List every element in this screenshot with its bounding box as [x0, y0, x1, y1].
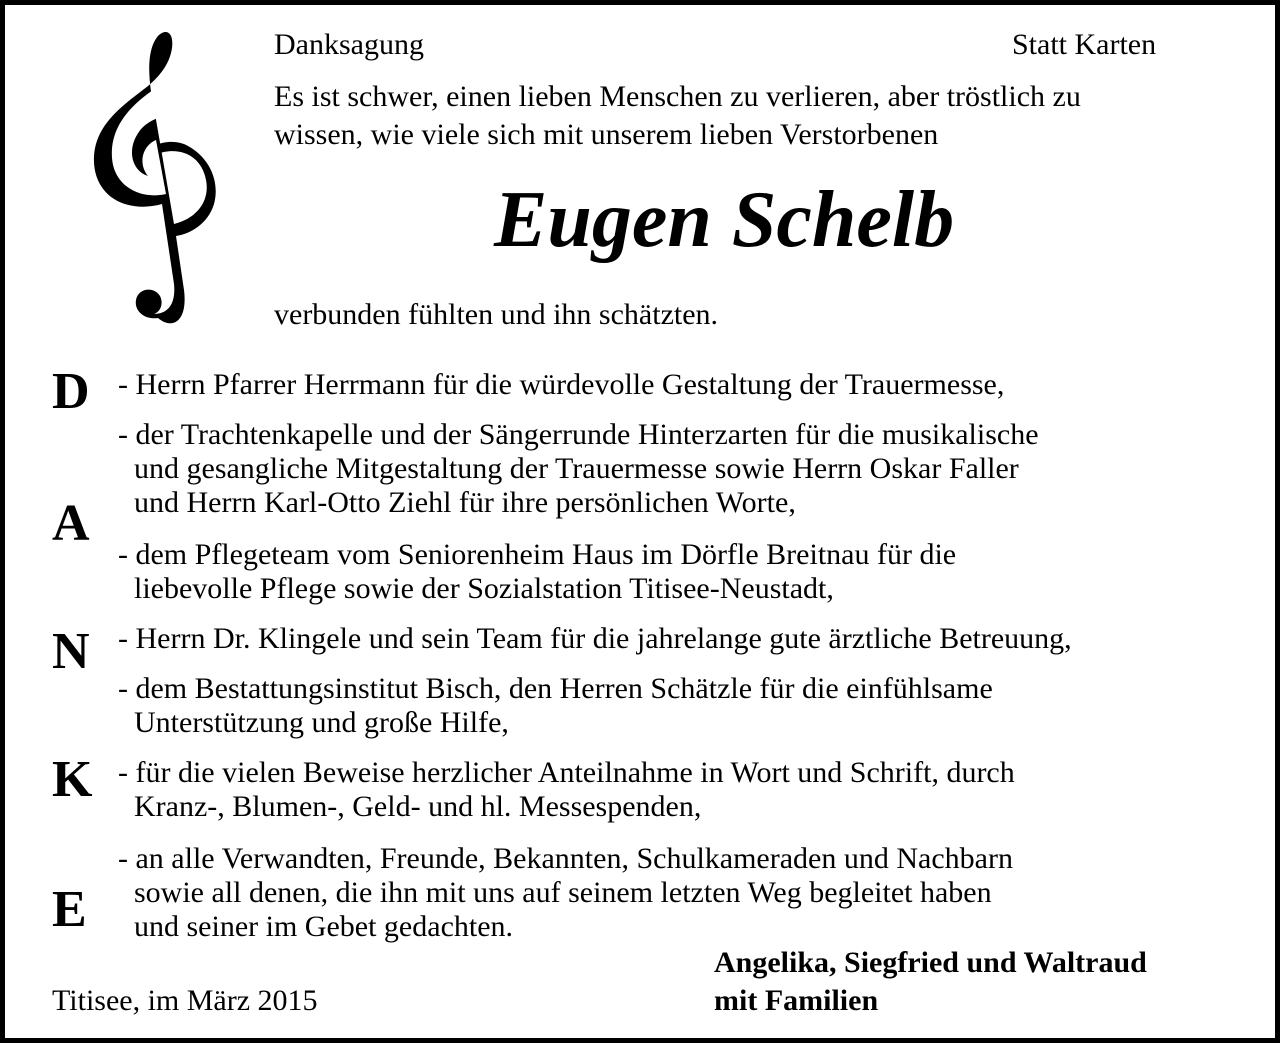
- thanks-item-4-line-1: - Herrn Dr. Klingele und sein Team für die jahrelange gute ärztliche Betreuung,: [118, 622, 1072, 655]
- place-date: Titisee, im März 2015: [52, 984, 318, 1017]
- thanks-item-2-line-2: und gesangliche Mitgestaltung der Trauermesse sowie Herrn Oskar Faller: [134, 452, 1019, 485]
- thanks-item-6-line-1: - für die vielen Beweise herzlicher Anteilnahme in Wort und Schrift, durch: [118, 756, 1015, 789]
- thanks-item-2-line-3: und Herrn Karl-Otto Ziehl für ihre persönlichen Worte,: [134, 486, 796, 519]
- thanks-item-7-line-3: und seiner im Gebet gedachten.: [134, 910, 514, 943]
- thanks-item-3-line-2: liebevolle Pflege sowie der Sozialstation Titisee-Neustadt,: [134, 572, 834, 605]
- signature-line-2: mit Familien: [714, 984, 879, 1017]
- acrostic-letter-a: A: [52, 495, 90, 552]
- thanks-item-6-line-2: Kranz-, Blumen-, Geld- und hl. Messespenden,: [134, 790, 702, 823]
- thanks-item-7-line-1: - an alle Verwandten, Freunde, Bekannten, Schulkameraden und Nachbarn: [118, 842, 1013, 875]
- thanks-item-3-line-1: - dem Pflegeteam vom Seniorenheim Haus im Dörfle Breitnau für die: [118, 538, 957, 571]
- acrostic-letter-d: D: [52, 363, 90, 420]
- deceased-name: Eugen Schelb: [494, 176, 955, 264]
- thanks-item-5-line-2: Unterstützung und große Hilfe,: [134, 706, 509, 739]
- acrostic-letter-n: N: [52, 623, 90, 680]
- signature-line-1: Angelika, Siegfried und Waltraud: [714, 946, 1147, 979]
- header-right: Statt Karten: [1012, 28, 1157, 61]
- intro-end: verbunden fühlten und ihn schätzten.: [274, 298, 719, 331]
- treble-clef-icon: [84, 28, 224, 328]
- intro-line-2: wissen, wie viele sich mit unserem lieben Verstorbenen: [274, 118, 939, 151]
- thanks-item-2-line-1: - der Trachtenkapelle und der Sängerrunde Hinterzarten für die musikalische: [118, 418, 1039, 451]
- acrostic-letter-k: K: [52, 751, 93, 808]
- thanks-item-1-line-1: - Herrn Pfarrer Herrmann für die würdevolle Gestaltung der Trauermesse,: [118, 368, 1005, 401]
- acrostic-letter-e: E: [52, 881, 87, 938]
- thanks-item-7-line-2: sowie all denen, die ihn mit uns auf seinem letzten Weg begleitet haben: [134, 876, 992, 909]
- thanks-item-5-line-1: - dem Bestattungsinstitut Bisch, den Herren Schätzle für die einfühlsame: [118, 672, 993, 705]
- header-left: Danksagung: [274, 28, 424, 61]
- intro-line-1: Es ist schwer, einen lieben Menschen zu verlieren, aber tröstlich zu: [274, 80, 1081, 113]
